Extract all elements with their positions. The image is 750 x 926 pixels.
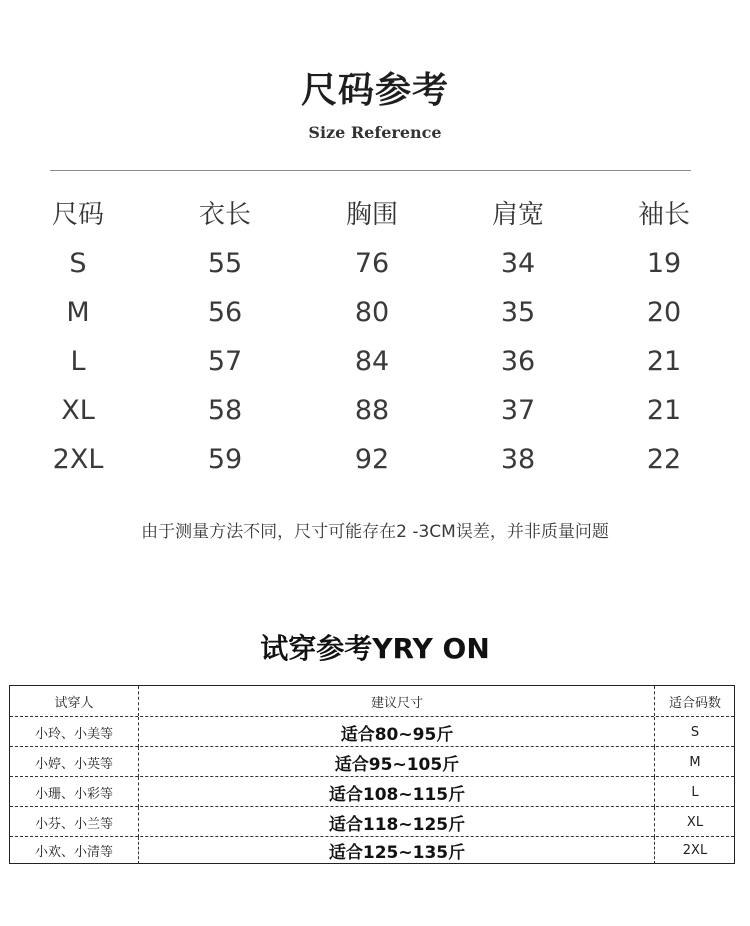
table-cell: 80 xyxy=(354,297,390,328)
table-row xyxy=(0,437,750,486)
column-header: 胸围 xyxy=(345,200,398,230)
table-cell: 小欢、小清等 xyxy=(34,845,113,860)
column-header: 肩宽 xyxy=(491,200,544,230)
table-row xyxy=(10,776,734,807)
table-cell: 36 xyxy=(500,346,536,377)
table-cell: 小婷、小英等 xyxy=(34,756,113,772)
table-cell: 21 xyxy=(646,346,682,377)
table-cell: 37 xyxy=(500,395,536,426)
table-row xyxy=(10,716,734,747)
try-on-table xyxy=(9,685,735,864)
table-cell: 22 xyxy=(646,444,682,475)
table-row xyxy=(10,806,734,837)
column-header: 尺码 xyxy=(51,200,104,230)
table-cell: 35 xyxy=(500,297,536,328)
table-cell: 小玲、小美等 xyxy=(34,726,113,742)
table-cell: 小珊、小彩等 xyxy=(34,786,113,802)
table-cell: 56 xyxy=(207,297,243,328)
try-on-table-header xyxy=(10,686,734,716)
table-row xyxy=(10,836,734,864)
page-subtitle: Size Reference xyxy=(308,123,442,142)
table-row xyxy=(0,290,750,339)
table-cell: 58 xyxy=(207,395,243,426)
table-cell: 2XL xyxy=(654,837,735,864)
table-cell: L xyxy=(70,346,86,377)
column-header: 建议尺寸 xyxy=(138,686,655,716)
table-cell: 55 xyxy=(207,248,243,279)
size-table-header xyxy=(0,192,750,241)
try-on-title: 试穿参考YRY ON xyxy=(260,632,490,665)
table-cell: 38 xyxy=(500,444,536,475)
table-cell: L xyxy=(654,777,735,807)
table-cell: 适合125~135斤 xyxy=(138,837,655,864)
table-cell: 适合108~115斤 xyxy=(138,777,655,807)
table-row xyxy=(0,339,750,388)
table-cell: 适合118~125斤 xyxy=(138,807,655,837)
table-cell: 21 xyxy=(646,395,682,426)
table-cell: 34 xyxy=(500,248,536,279)
table-cell: XL xyxy=(61,395,95,426)
column-header: 适合码数 xyxy=(654,686,735,716)
table-cell: 小芬、小兰等 xyxy=(34,816,113,832)
column-header: 试穿人 xyxy=(54,695,94,711)
table-cell: 88 xyxy=(354,395,390,426)
table-row xyxy=(0,388,750,437)
table-cell: S xyxy=(654,717,735,747)
table-cell: 92 xyxy=(354,444,390,475)
measurement-note: 由于测量方法不同，尺寸可能存在2 -3CM误差，并非质量问题 xyxy=(141,522,609,542)
table-cell: M xyxy=(654,747,735,777)
table-cell: 57 xyxy=(207,346,243,377)
column-header: 袖长 xyxy=(637,200,690,230)
table-cell: 19 xyxy=(646,248,682,279)
table-cell: 20 xyxy=(646,297,682,328)
table-cell: 84 xyxy=(354,346,390,377)
table-cell: 59 xyxy=(207,444,243,475)
size-table xyxy=(0,192,750,486)
table-cell: 2XL xyxy=(52,444,104,475)
divider xyxy=(50,170,691,171)
page-title: 尺码参考 xyxy=(300,70,449,111)
table-cell: M xyxy=(66,297,90,328)
table-row xyxy=(10,746,734,777)
table-cell: 76 xyxy=(354,248,390,279)
table-cell: 适合80~95斤 xyxy=(138,717,655,747)
table-row xyxy=(0,241,750,290)
table-cell: 适合95~105斤 xyxy=(138,747,655,777)
table-cell: XL xyxy=(654,807,735,837)
column-header: 衣长 xyxy=(198,200,251,230)
table-cell: S xyxy=(69,248,87,279)
